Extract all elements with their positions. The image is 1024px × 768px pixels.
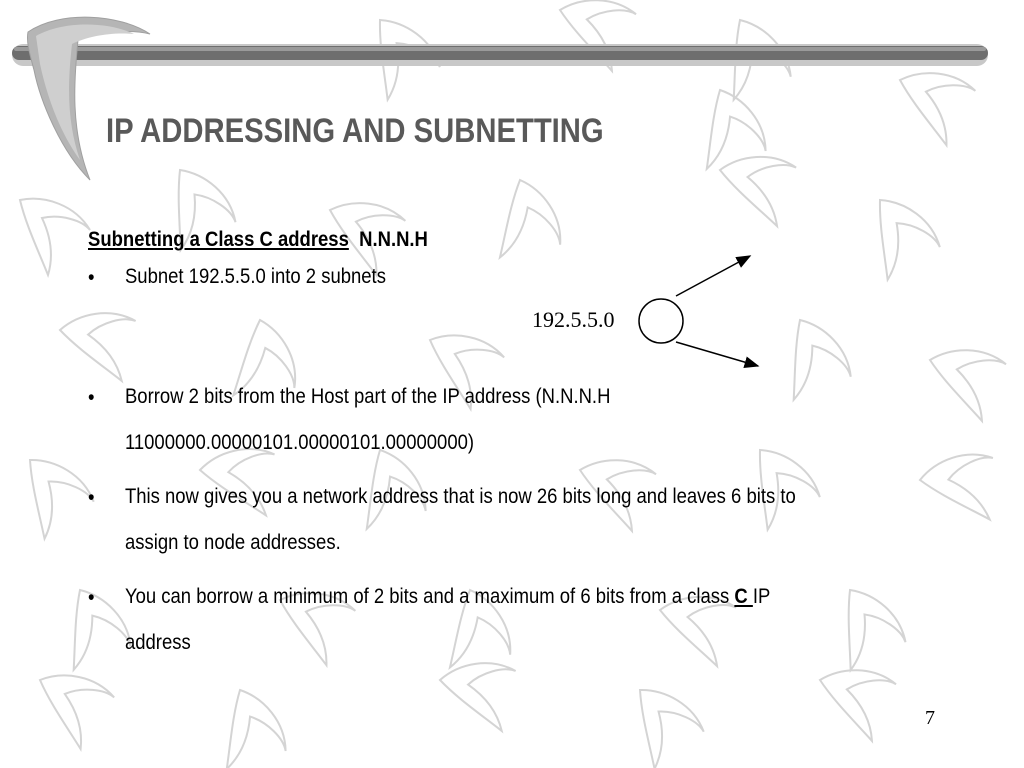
bullet-text: This now gives you a network address that is now 26 bits long and leaves 6 bits to (124, 485, 796, 508)
subnet-arrow-up (676, 256, 750, 296)
bullet-text (125, 574, 770, 620)
page-number: 7 (925, 707, 935, 729)
bullet-text-part: You can borrow a minimum of 2 bits and a maximum of 6 bits from a class (124, 585, 735, 608)
subnet-split-diagram (620, 240, 780, 380)
bullet-text-line2: address (124, 631, 191, 654)
bullet-dot: • (88, 266, 95, 289)
bullet-text: Borrow 2 bits from the Host part of the IP address (N.N.N.H (124, 385, 611, 408)
heading-underlined: Subnetting a Class C address (88, 228, 349, 251)
heading-suffix: N.N.N.H (359, 228, 428, 251)
bullet-dot: • (88, 386, 95, 409)
class-letter-emphasis: C (734, 585, 753, 608)
subnet-arrow-down (676, 342, 758, 366)
bullet-text-line2: assign to node addresses. (124, 531, 341, 554)
bullet-text-line2: 11000000.00000101.00000101.00000000) (124, 431, 475, 454)
network-node-circle (639, 299, 683, 343)
bullet-text-part: IP (752, 585, 771, 608)
header-decoration (12, 17, 988, 180)
bullet-dot: • (88, 486, 95, 509)
diagram-ip-label: 192.5.5.0 (532, 307, 615, 332)
bullet-text: Subnet 192.5.5.0 into 2 subnets (124, 265, 386, 288)
bullet-dot: • (88, 586, 95, 609)
section-heading (88, 228, 428, 252)
slide-title: IP ADDRESSING AND SUBNETTING (106, 112, 604, 150)
